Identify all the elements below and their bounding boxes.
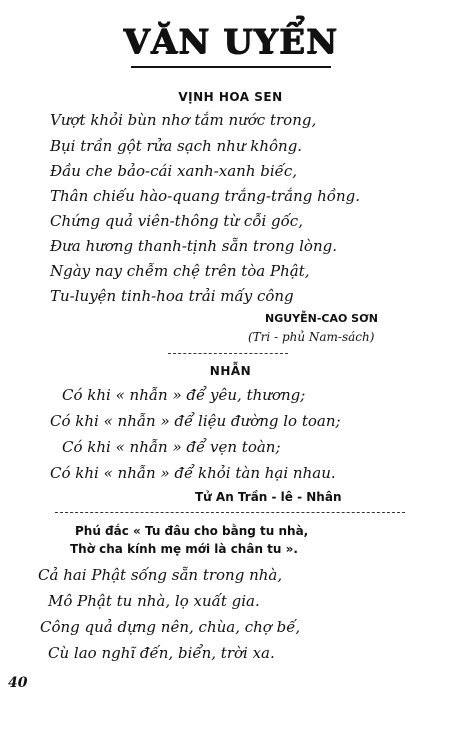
poem-author: NGUYỄN-CAO SƠN bbox=[265, 312, 378, 325]
poem-title-nhan: NHẪN bbox=[209, 364, 252, 378]
poem-line: Cả hai Phật sống sẵn trong nhà, bbox=[38, 566, 283, 584]
poem-line: Ngày nay chễm chệ trên tòa Phật, bbox=[50, 262, 310, 280]
poem-line: Tu-luyện tinh-hoa trải mấy công bbox=[50, 287, 294, 305]
poem-line: Công quả dựng nên, chùa, chợ bế, bbox=[40, 618, 301, 636]
poem-line: Có khi « nhẫn » để yêu, thương; bbox=[62, 386, 306, 404]
section-divider bbox=[55, 512, 405, 514]
poem-line: Cù lao nghĩ đến, biển, trời xa. bbox=[48, 644, 275, 662]
poem-line: Có khi « nhẫn » để vẹn toàn; bbox=[62, 438, 281, 456]
proverb-line: Thờ cha kính mẹ mới là chân tu ». bbox=[70, 542, 298, 556]
poem-line: Có khi « nhẫn » để khỏi tàn hại nhau. bbox=[50, 464, 336, 482]
poem-title-vinh-hoa-sen: VỊNH HOA SEN bbox=[178, 90, 283, 104]
proverb-line: Phú đắc « Tu đâu cho bằng tu nhà, bbox=[75, 524, 309, 538]
section-divider bbox=[168, 353, 288, 355]
poem-line: Có khi « nhẫn » để liệu đường lo toan; bbox=[50, 412, 341, 430]
poem-line: Mô Phật tu nhà, lọ xuất gia. bbox=[48, 592, 260, 610]
poem-author: Tử An Trần - lê - Nhân bbox=[195, 490, 342, 504]
poem-line: Đưa hương thanh-tịnh sẵn trong lòng. bbox=[50, 237, 337, 255]
poem-line: Thân chiếu hào-quang trắng-trắng hồng. bbox=[50, 187, 361, 205]
title-underline bbox=[131, 66, 331, 68]
poem-line: Vượt khỏi bùn nhơ tắm nước trong, bbox=[50, 111, 317, 129]
poem-line: Chứng quả viên-thông từ cỗi gốc, bbox=[50, 212, 303, 230]
poem-line: Bụi trần gột rửa sạch như không. bbox=[50, 137, 303, 155]
page-title: VĂN UYỂN bbox=[123, 22, 338, 62]
section-header bbox=[0, 22, 461, 68]
poem-author-title: (Tri - phủ Nam-sách) bbox=[248, 330, 375, 344]
page-number: 40 bbox=[8, 675, 28, 691]
poem-line: Đầu che bảo-cái xanh-xanh biếc, bbox=[50, 162, 298, 180]
